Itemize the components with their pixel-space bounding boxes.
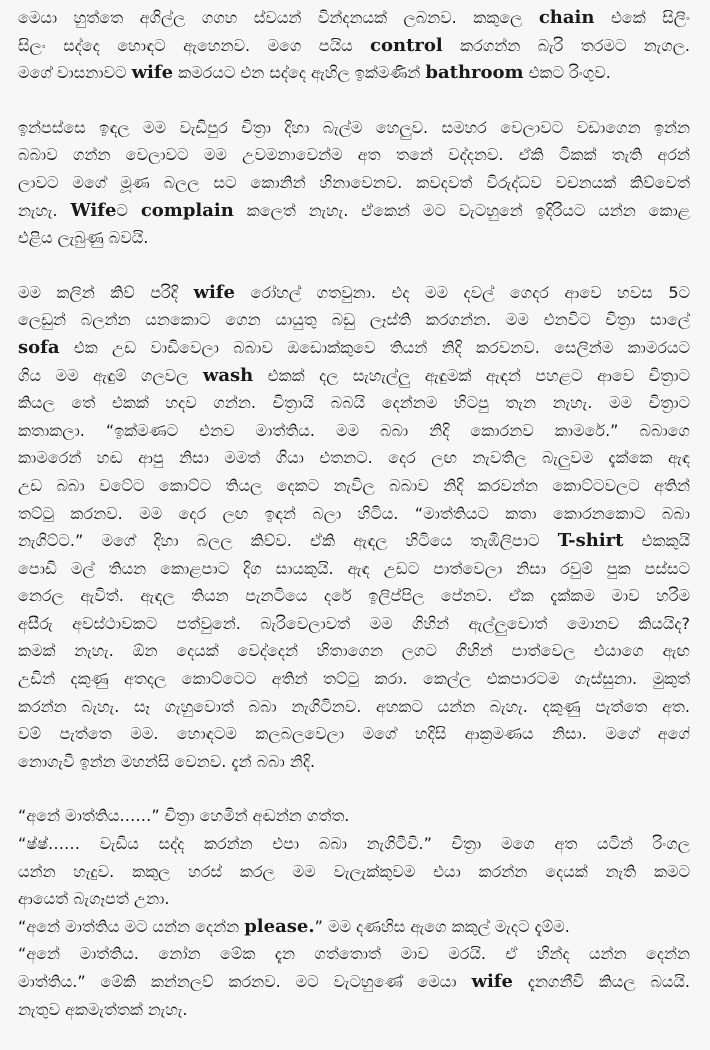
text-line [18,141,690,169]
text-segment: කමරයට එන සද්දෙ ඇහිල ඉක්මණින් [173,63,426,83]
text-line [18,4,690,32]
bold-english-word: bathroom [425,62,524,84]
text-segment: යන්න හැදුව. කකුල හරස් කරල මම වැලැක්කුවම එයා කරන්න දෙයක් නැති කමට [18,861,690,881]
text-line [18,334,690,362]
text-segment: ලාවට මගේ මූණ බලල සට කොනින් හිනාවෙනව. කවදවත් විරුද්ධව වචනයක් කිව්වෙත් [18,172,690,192]
story-paragraph [18,279,690,776]
text-segment: ” මම දණහිස ඇගෙ කකුල් මැදට දැම්ම. [314,916,570,936]
text-segment: ආයෙත් බැගෑපත් උනා. [18,889,170,909]
text-line [18,748,690,776]
text-segment: කරගන්න බැරි තරමට නැගල. [442,35,690,55]
text-line [18,885,690,913]
text-line [18,527,690,555]
bold-english-word: wash [202,364,254,386]
text-segment: ගිය මම ඇඳුම් ගලවල [18,365,203,385]
text-line [18,637,690,665]
text-segment: උඩින් දකුණු අතදල කොට්ටෙට අතින් තට්ටු කරා. කෙල්ල එකපාරටම ගැස්සුනා. මුකුත් [18,669,690,689]
text-line [18,968,690,996]
bold-english-word: please. [244,915,315,937]
text-line [18,472,690,500]
text-line [18,169,690,197]
text-segment: “අනේ මාත්තිය. නෝන මේක දැන ගත්තොත් මාව මරයි. ඒ හින්ද යන්න දෙන්න [18,944,690,964]
text-segment: නෙරල ඇවිත්. ඇඳල තියන පැනටියෙ දරේ ඉලිප්පිල පේනව. ඒක දැක්කම මාව හරිම [18,586,690,606]
text-segment: කතාකලා. “ඉක්මණට එනව මාත්තිය. මම බබා නිදි කොරනව කාමරේ.” බබාගෙ [18,420,690,440]
text-line [18,306,690,334]
text-segment: නොගැවී ඉන්න මහන්සි වෙනව. දැන් බබා නිදි. [18,751,316,771]
text-line [18,610,690,638]
text-segment: “ෂ්ෂ්…… වැඩිය සද්ද කරන්න එපා බබා නැගිටීවි.” චිත්‍රා මගෙ අත යටින් රිංගල [18,834,690,854]
bold-english-word: Wife [70,199,117,221]
text-line [18,114,690,142]
text-segment: “අනේ මාත්තිය මට යන්න දෙන්න [18,916,245,936]
text-segment: එකට රිංගුව. [523,63,611,83]
text-line [18,362,690,390]
bold-english-word: sofa [18,336,60,358]
text-segment: කලෙත් නැහැ. ඒකෙන් මට වැටහුනේ ඉදිරියට යන්න කොළ [233,200,690,220]
text-segment: නැතුව අකමැත්තක් නැහැ. [18,999,188,1019]
text-segment: මගේ වාසනාවට [18,63,132,83]
story-paragraph [18,802,690,1023]
text-segment: මෙයා හුත්තෙ අගිල්ල ගගහ ස්වයන් වින්දනයක් ලබනව. කකුලෙ [18,8,539,27]
text-segment: තට්ටු කරනව. මම දෙර ලඟ ඉඳන් බලා හිටිය. “මාත්තියට කතා කොරනකොට බබා [18,503,690,523]
text-line [18,720,690,748]
text-segment: එකකුයි [623,531,690,551]
text-segment: මම කලින් කිව් පරිදි [18,282,194,302]
bold-english-word: complain [140,199,234,221]
text-line [18,830,690,858]
text-segment: මාත්තිය.” මේකි කන්නලව් කරනව. මට වැටහුණේ මෙයා [18,972,472,991]
text-segment: රෝහල් ගතවුනා. එද මම දවල් ගෙදර ආවෙ හවස 5ට [234,282,690,302]
text-segment: නැගිට්ට.” මගේ දිහා බලල කිව්ව. ඒකි ඇඳල හිටියෙ තැඹිලිපාට [18,531,558,551]
text-segment: එකක් දල සැහැල්ලු ඇඳුමක් ඇඳන් පහළට ආවෙ චිත්‍රාට [253,365,690,385]
text-segment: කමක් නැහැ. ඕන දෙයක් වෙද්දෙන් හිතාගෙන ලගට ගිහින් පාත්වෙල එයාගෙ ඇඟ [18,641,690,661]
text-line [18,32,690,60]
text-line [18,913,690,941]
text-segment: ට [116,200,141,220]
text-segment: අසීරු අවස්ථාවකට පත්වුනේ. බැරිවෙලාවත් මම ගිහින් ඇල්ලුවොත් මොනව කියයිද? [18,613,690,633]
text-line [18,858,690,886]
text-line [18,802,690,830]
story-document [18,4,690,1050]
text-segment: “අනේ මාත්තිය……” චිත්‍රා හෙමින් අඬන්න ගත්ත. [18,806,350,826]
text-line [18,224,690,252]
text-segment: පොඩි මල් තියන කොළපාට දිග සායකුයි. ඇඳ උඩට පාත්වෙලා නිසා රවුම් පුක පස්සට [18,558,690,578]
bold-english-word: wife [131,62,174,84]
text-line [18,59,690,87]
text-segment: කරන්න බැහැ. සෑ ගැහුවොත් බබා නැගිටිනව. අහකට යන්න බැහැ. දකුණු පැත්තෙ අත. [18,696,690,716]
bold-english-word: wife [471,971,513,992]
text-line [18,555,690,583]
text-line [18,444,690,472]
bold-english-word: control [370,34,443,56]
text-segment: එක උඩ වාඩිවෙලා බබාව ඔඩොක්කුවෙ තියන් නිදි කරවනව. සෙලින්ම කාමරයට [59,337,690,357]
text-line [18,389,690,417]
text-segment: එළිය ලැබුණු බවයි. [18,228,149,248]
text-line [18,996,690,1024]
story-paragraph [18,4,690,87]
text-line [18,693,690,721]
text-segment: කියල තේ එකක් හදව ගන්න. චිත්‍රායි බබයි දෙන්නම හිටපු තැන නැහැ. මම චිත්‍රාට [18,393,690,413]
text-line [18,500,690,528]
text-segment: දැනගනීවි කියල බයයි. [512,972,690,991]
text-segment: සිලං සද්දෙ හොඳට ඇහෙනව. මගෙ පයිය [18,35,371,55]
text-segment: වම් පැත්තෙ මම. හොඳටම කලබලවෙලා මගේ හදිසි ආක්‍රමණය නිසා. මගේ අගේ [18,724,690,744]
text-segment: එකේ සිලිං [594,8,690,27]
text-line [18,197,690,225]
text-line [18,940,690,968]
bold-english-word: chain [538,7,595,28]
text-line [18,665,690,693]
text-segment: නැහැ. [18,200,71,220]
text-line [18,279,690,307]
text-segment: කාමරෙන් හඬ ආපු නිසා මමත් ගියා එතනට. දෙර ලඟ නැවතිල බැලුවම දැක්කෙ ඇඳ [18,448,690,468]
bold-english-word: wife [193,281,235,303]
bold-english-word: T-shirt [557,530,624,552]
text-segment: උඩ බබා වටේට කොට්ට තියල දෙකට නැවිල බබාව නිදි කරවන්න කොට්ටවලට අතින් [18,475,690,495]
text-segment: ලෙඩුන් බලන්න යනකොට ගෙන යායුතු බඩු ලෑස්ති කරගන්න. මම එනවිට චිත්‍රා සාලේ [18,310,690,330]
story-paragraph [18,114,690,252]
text-segment: ඉන්පස්සෙ ඉඳල මම වැඩිපුර චිත්‍රා දිහා බැල්ම හෙලුව. සමහර වෙලාවට වඩාගෙන ඉන්න [18,117,690,137]
text-line [18,417,690,445]
text-line [18,582,690,610]
text-segment: බබාව ගන්න වෙලාවට මම උවමනාවෙන්ම අත තනේ වද්දනව. ඒකි ටිකක් තැති අරන් [18,145,690,165]
